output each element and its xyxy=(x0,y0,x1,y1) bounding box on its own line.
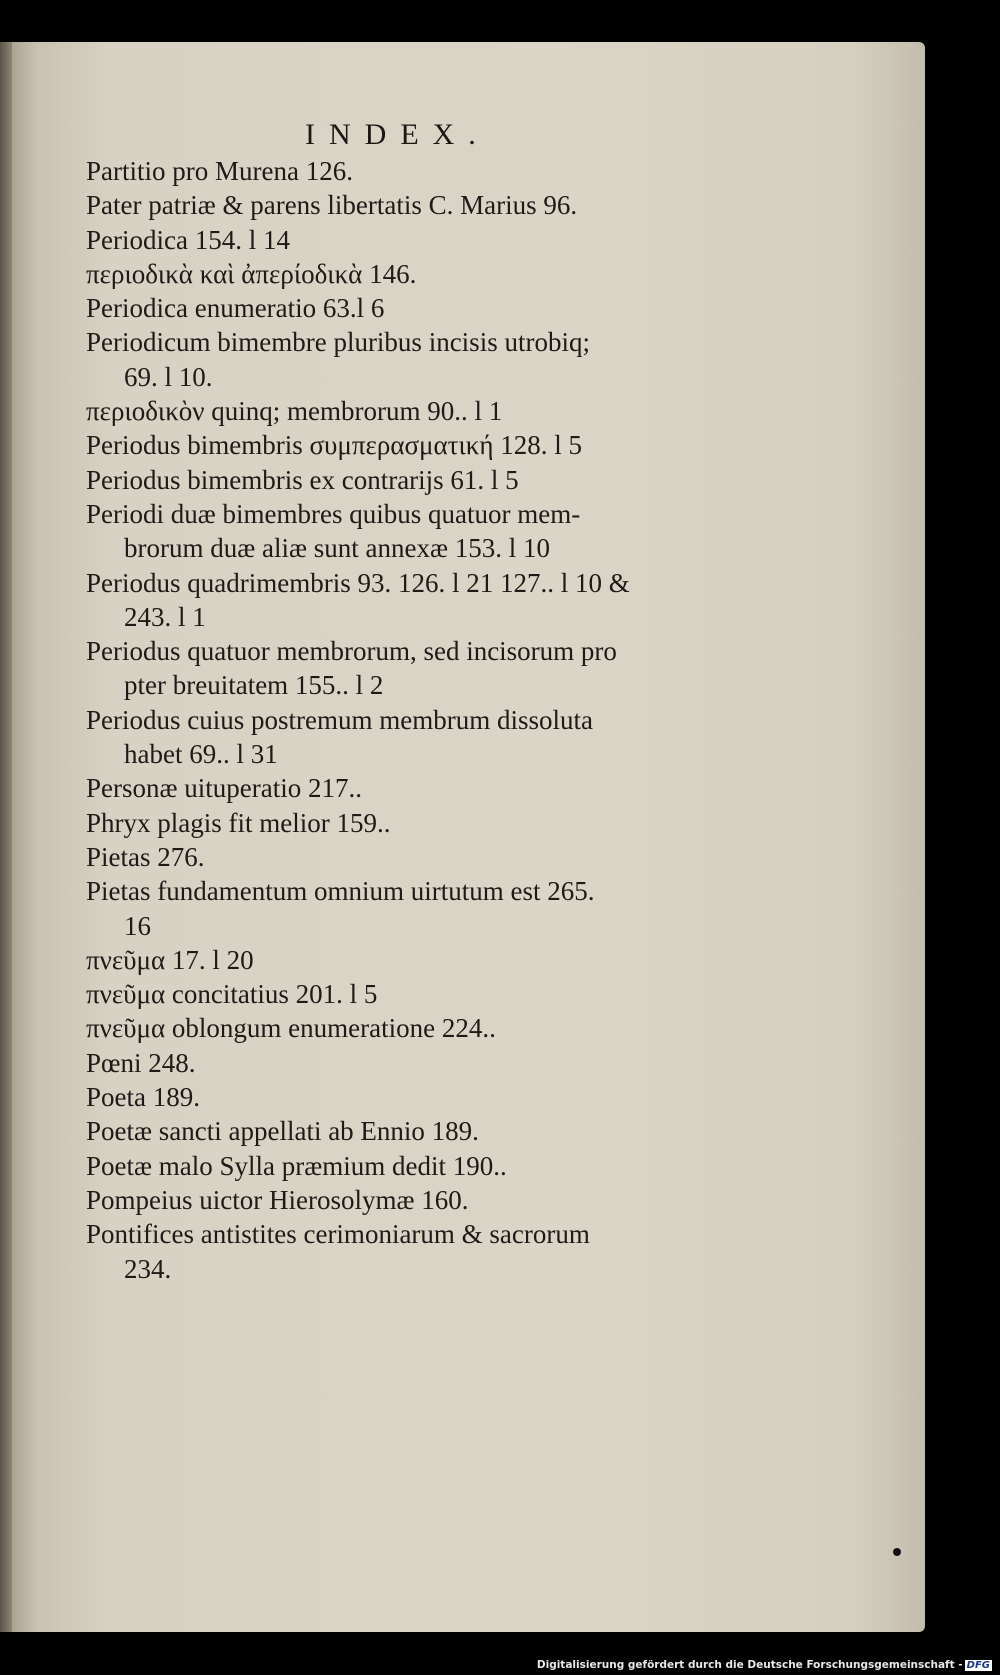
index-header: INDEX. xyxy=(305,118,490,151)
index-entry: περιοδικὸν quinq; membrorum 90.. l 1 xyxy=(86,396,503,427)
index-entry: Pietas fundamentum omnium uirtutum est 265. xyxy=(86,876,595,907)
index-entry: Pompeius uictor Hierosolymæ 160. xyxy=(86,1184,469,1215)
index-entry: Partitio pro Murena 126. xyxy=(86,156,353,186)
ink-spot xyxy=(893,1548,901,1556)
index-entry-continuation: 234. xyxy=(124,1253,172,1284)
index-entry: Phryx plagis fit melior 159.. xyxy=(86,807,391,838)
index-entry: Periodica enumeratio 63.l 6 xyxy=(86,293,385,324)
index-entry: Personæ uituperatio 217.. xyxy=(86,773,362,804)
page-gutter xyxy=(0,42,12,1632)
index-entry-continuation: 243. l 1 xyxy=(124,601,206,632)
index-entries xyxy=(86,154,726,1286)
index-entry: Periodicum bimembre pluribus incisis utrobiq; xyxy=(86,327,590,358)
index-entry: περιοδικὰ καὶ ἀπερίοδικὰ 146. xyxy=(86,258,417,289)
index-entry: Periodi duæ bimembres quibus quatuor mem- xyxy=(86,498,581,529)
index-entry: Periodus quatuor membrorum, sed incisorum pro xyxy=(86,636,617,667)
index-entry: Poetæ malo Sylla præmium dedit 190.. xyxy=(86,1150,507,1181)
dfg-logo: DFG xyxy=(966,1660,990,1671)
index-entry-continuation: habet 69.. l 31 xyxy=(124,739,278,770)
index-entry: Periodus quadrimembris 93. 126. l 21 127.. l 10 & xyxy=(86,567,630,598)
index-entry: Pontifices antistites cerimoniarum & sacrorum xyxy=(86,1219,590,1250)
index-entry: Pietas 276. xyxy=(86,841,205,872)
index-entry: Periodus bimembris ex contrarijs 61. l 5 xyxy=(86,464,519,495)
index-entry-continuation: 69. l 10. xyxy=(124,361,213,392)
index-entry-continuation: 16 xyxy=(124,910,151,941)
index-entry: Pater patriæ & parens libertatis C. Marius 96. xyxy=(86,190,578,221)
index-entry: Periodus cuius postremum membrum dissoluta xyxy=(86,704,593,735)
index-entry: πνεῦμα concitatius 201. l 5 xyxy=(86,979,378,1010)
footer-text: Digitalisierung gefördert durch die Deutsche Forschungsgemeinschaft - xyxy=(536,1659,963,1671)
index-entry: Pœni 248. xyxy=(86,1047,196,1078)
index-entry: Periodica 154. l 14 xyxy=(86,224,290,255)
index-entry: Poeta 189. xyxy=(86,1082,200,1113)
index-entry: Periodus bimembris συμπερασματική 128. l 5 xyxy=(86,430,582,461)
index-entry: πνεῦμα oblongum enumeratione 224.. xyxy=(86,1013,496,1044)
footer-credit xyxy=(537,1659,992,1671)
index-entry-continuation: brorum duæ aliæ sunt annexæ 153. l 10 xyxy=(124,533,550,564)
index-entry-continuation: pter breuitatem 155.. l 2 xyxy=(124,670,384,701)
index-entry: Poetæ sancti appellati ab Ennio 189. xyxy=(86,1116,479,1147)
index-entry: πνεῦμα 17. l 20 xyxy=(86,944,254,975)
